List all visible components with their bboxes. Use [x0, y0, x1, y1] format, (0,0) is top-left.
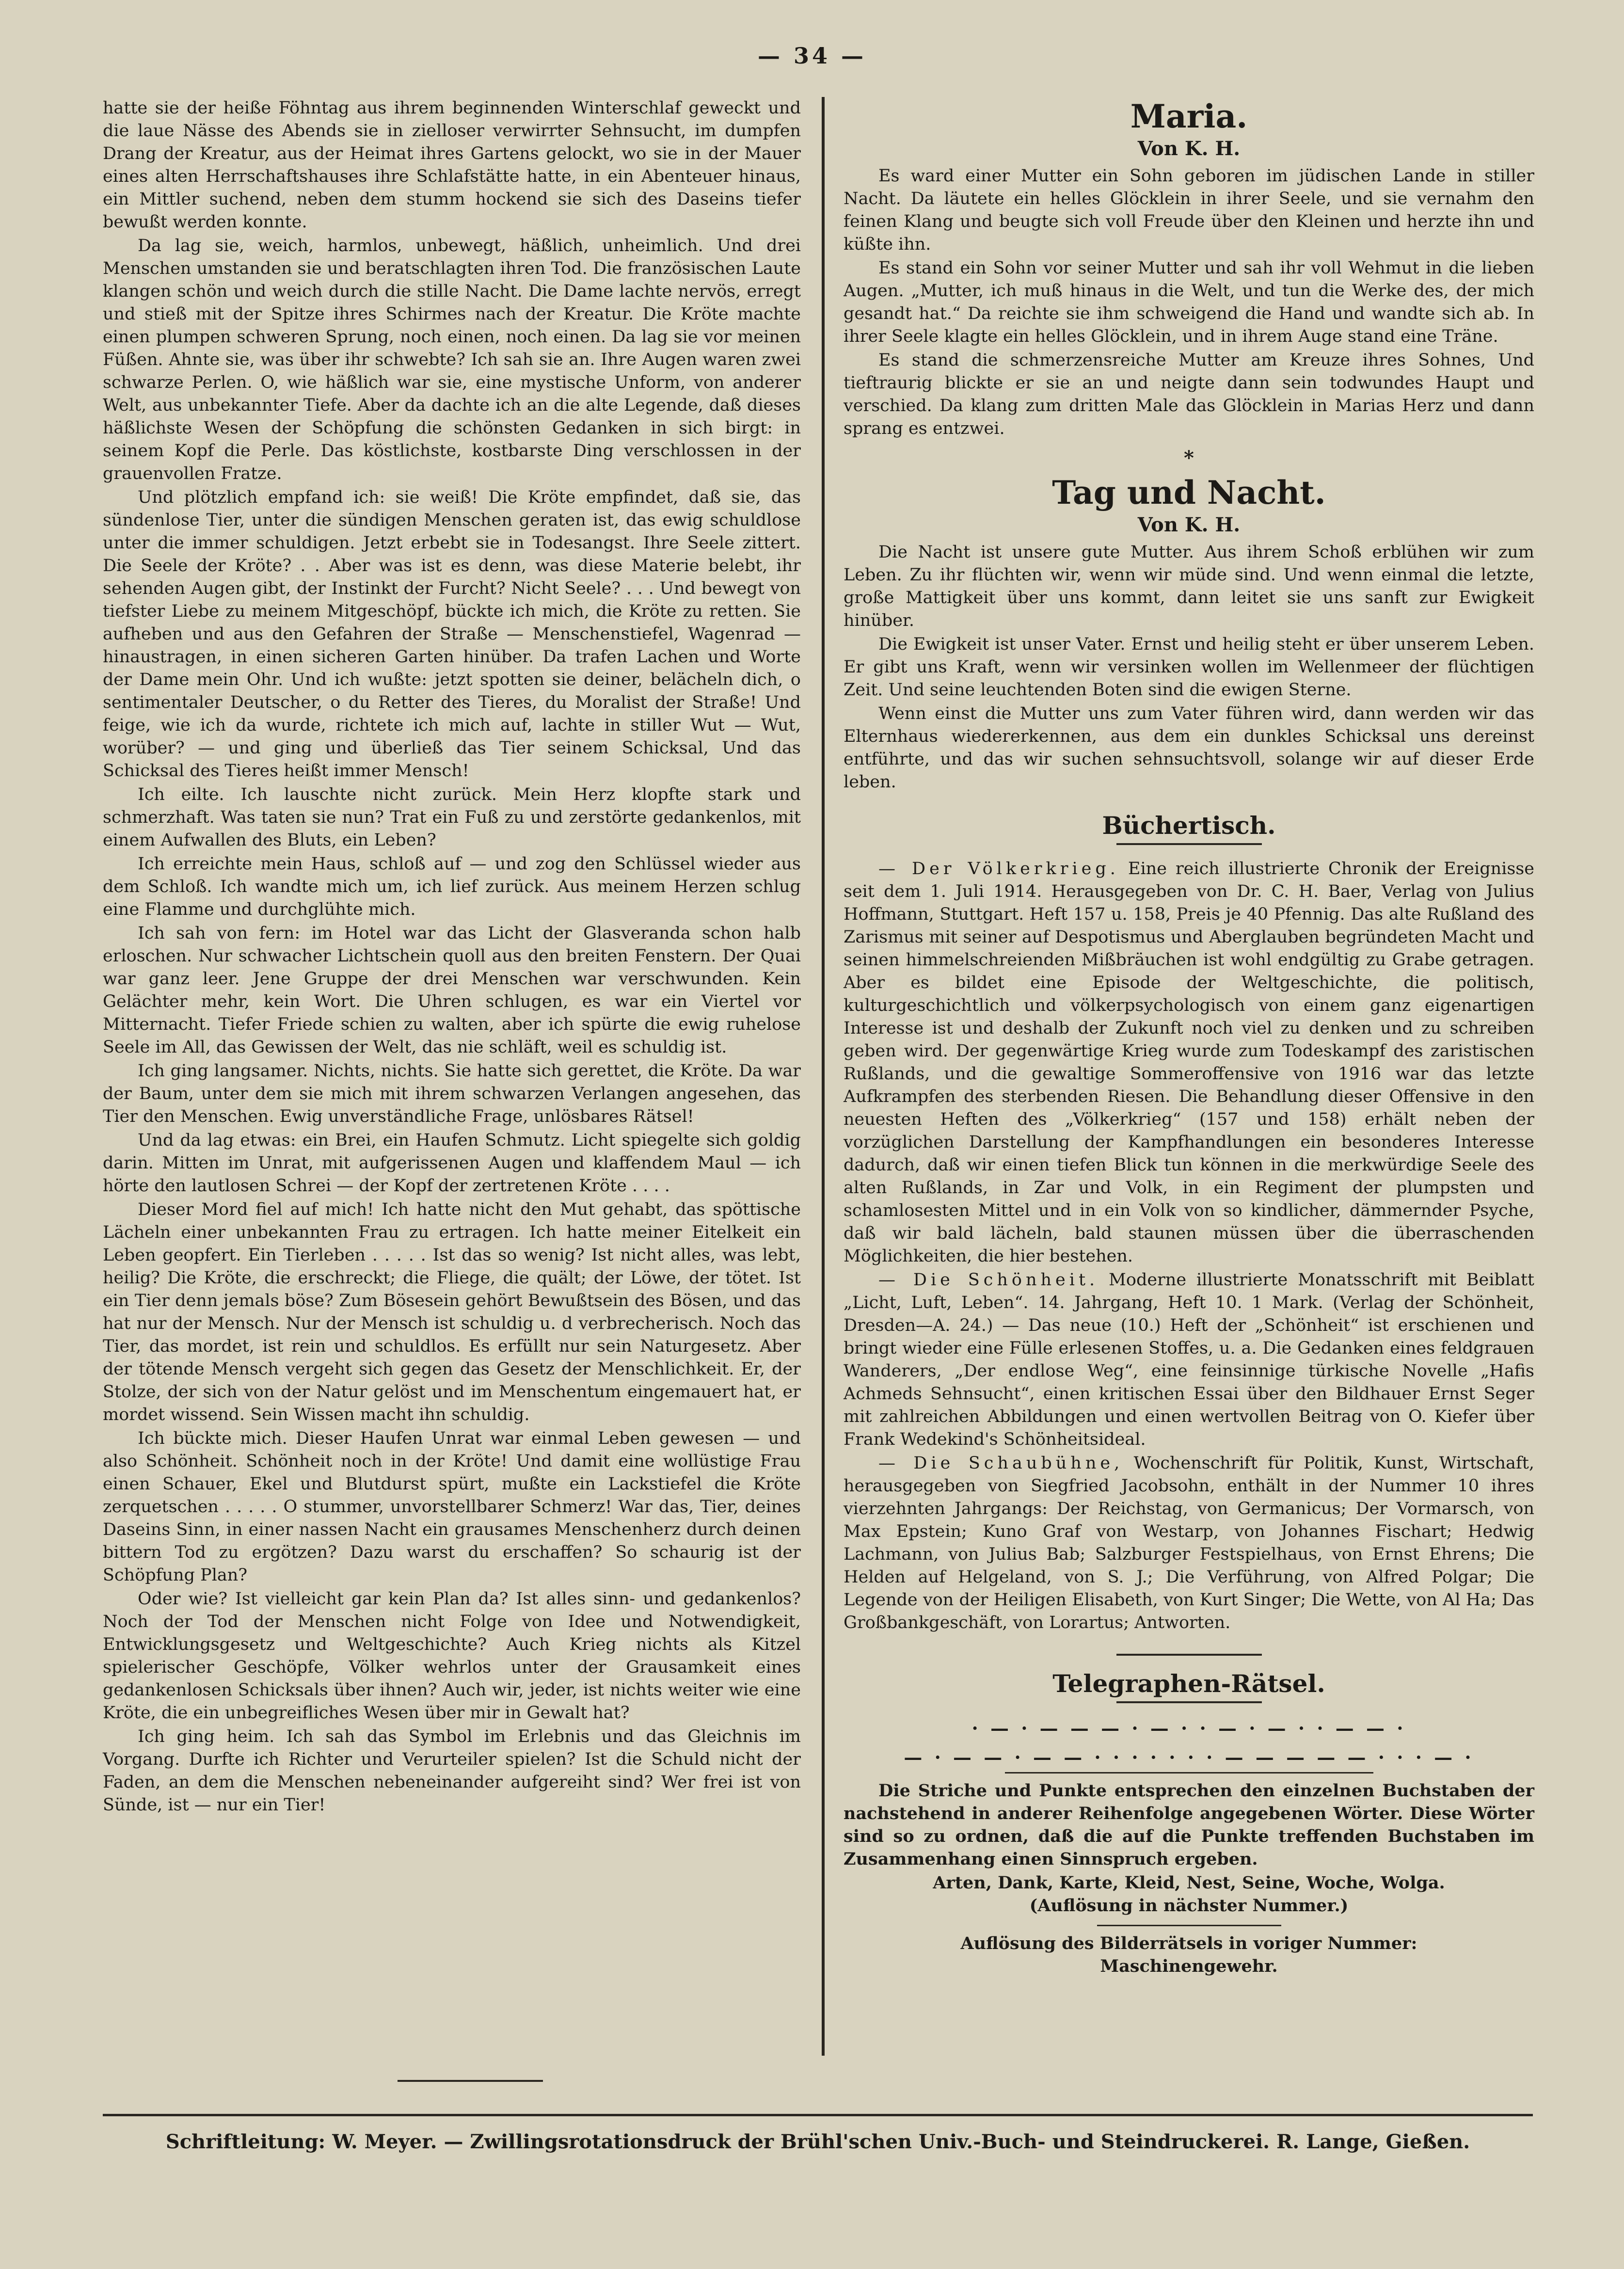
- book-entry: [844, 1452, 1534, 1634]
- book-entry-text: Eine reich illustrierte Chronik der Ereignisse seit dem 1. Juli 1914. Herausgegeben von Dr. C. H. Baer, Verlag von Julius Hoffmann, Stuttgart. Heft 157 u. 158, Preis je 40 Pfennig. Das alte Rußland des Zarismus mit seiner auf Despotismus und Aberglauben begründeten Macht und seinen himmelschreienden Mißbräuchen ist wohl endgültig zu Grabe getragen. Aber es bildet eine Episode der Weltgeschichte, die politisch, kulturgeschichtlich und völkerpsychologisch von einem ganz eigenartigen Interesse ist und deshalb der Zukunft noch viel zu denken und zu schreiben geben wird. Der gegenwärtige Krieg wurde zum Todeskampf des zaristischen Rußlands, und die gewaltige Sommeroffensive von 1916 war das letzte Aufkrampfen des sterbenden Riesen. Die Behandlung dieser Offensive in den neuesten Heften des „Völkerkrieg“ (157 und 158) erhält neben der vorzüglichen Darstellung der Kampfhandlungen ein besonderes Interesse dadurch, daß wir einen tiefen Blick tun können in die merkwürdige Seele des alten Rußlands, in Zar und Volk, in ein Regiment der plumpsten und schamlosesten Mittel und in ein Volk von so kindlicher, dämmernder Psyche, daß wir bald lächeln, bald staunen müssen über die überraschenden Möglichkeiten, die hier bestehen.: [844, 859, 1534, 1266]
- morse-line: — · — — · — — · · · · · · · — — — — — · · · — ·: [904, 1746, 1474, 1768]
- morse-line: · — · — — — · — · · — · — · · — — ·: [971, 1717, 1406, 1739]
- story-paragraph: Ich bückte mich. Dieser Haufen Unrat war einmal Leben gewesen — und also Schönheit. Schönheit noch in der Kröte! Und damit eine wollüstige Frau einen Schauer, Ekel und Blutdurst spürt, mußte ein Lackstiefel die Kröte zerquetschen . . . . . O stummer, unvorstellbarer Schmerz! War das, Tier, deines Daseins Sinn, in einer nassen Nacht ein grausames Menschenherz durch deinen bittern Tod zu ergötzen? Dazu warst du erschaffen? So schaurig ist der Schöpfung Plan?: [103, 1429, 801, 1585]
- maria-paragraph: Es ward einer Mutter ein Sohn geboren im jüdischen Lande in stiller Nacht. Da läutete ein helles Glöcklein in ihrer Seele, und sie vernahm den feinen Klang und beugte sich voll Freude über den Kleinen und herzte ihn und küßte ihn.: [844, 166, 1534, 254]
- story-paragraph: Und plötzlich empfand ich: sie weiß! Die Kröte empfindet, daß sie, das sündenlose Tier, unter die sündigen Menschen geraten ist, das ewig schuldlose unter die immer schuldigen. Jetzt erbebt sie in Todesangst. Ihre Seele zittert. Die Seele der Kröte? . . Aber was ist es denn, was diese Materie belebt, ihr sehenden Augen gibt, der Instinkt der Furcht? Nicht Seele? . . . Und bewegt von tiefster Liebe zu meinem Mitgeschöpf, bückte ich mich, die Kröte zu retten. Sie aufheben und aus den Gefahren der Straße — Menschenstiefel, Wagenrad — hinaustragen, in einen sicheren Garten hinüber. Da trafen Lachen und Worte der Dame mein Ohr. Und ich wußte: jetzt spotten sie deiner, belächeln dich, o sentimentaler Deutscher, o du Retter des Tieres, du Moralist der Straße! Und feige, wie ich da wurde, richtete ich mich auf, lachte in stiller Wut — Wut, worüber? — und ging und überließ das Tier seinem Schicksal, Und das Schicksal des Tieres heißt immer Mensch!: [103, 488, 801, 781]
- tag-und-nacht-title: Tag und Nacht.: [1052, 474, 1326, 511]
- story-paragraph: Ich sah von fern: im Hotel war das Licht der Glasveranda schon halb erloschen. Nur schwacher Lichtschein quoll aus den breiten Fenstern. Der Quai war ganz leer. Jene Gruppe der drei Menschen war verschwunden. Kein Gelächter mehr, kein Wort. Die Uhren schlugen, es war ein Viertel vor Mitternacht. Tiefer Friede schien zu walten, aber ich spürte die ewig ruhelose Seele im All, das Gewissen der Welt, das nie schläft, weil es schuldig ist.: [103, 924, 801, 1057]
- raetsel-words: Arten, Dank, Karte, Kleid, Nest, Seine, Woche, Wolga.: [933, 1873, 1445, 1893]
- book-entry-text: Wochenschrift für Politik, Kunst, Wirtschaft, herausgegeben von Siegfried Jacobsohn, enthält in der Nummer 10 ihres vierzehnten Jahrgangs: Der Reichstag, von Germanicus; Der Vormarsch, von Max Epstein; Kuno Graf von Westarp, von Johannes Fischart; Hedwig Lachmann, von Julius Bab; Salzburger Festspielhaus, von Ernst Ehrens; Die Helden auf Helgeland, von S. J.; Die Verführung, von Alfred Polgar; Die Legende von der Heiligen Elisabeth, von Kurt Singer; Die Wette, von Al Ha; Das Großbankgeschäft, von Lorartus; Antworten.: [844, 1454, 1534, 1632]
- maria-paragraph: Es stand ein Sohn vor seiner Mutter und sah ihr voll Wehmut in die lieben Augen. „Mutter, ich muß hinaus in die Welt, und tun die Werke des, der mich gesandt hat.“ Da reichte sie ihm schweigend die Hand und wandte sich ab. In ihrer Seele klagte ein helles Glöcklein, und in ihrem Auge stand eine Träne.: [844, 258, 1534, 346]
- story-paragraph: hatte sie der heiße Föhntag aus ihrem beginnenden Winterschlaf geweckt und die laue Nässe des Abends sie in zielloser verwirrter Sehnsucht, im dumpfen Drang der Kreatur, aus der Heimat ihres Gartens gelockt, wo sie in der Mauer eines alten Herrschaftshauses ihre Schlafstätte hatte, in ein Abenteuer hinaus, ein Mittler suchend, neben dem stumm hockend sie sich des Daseins tiefer bewußt werden konnte.: [103, 98, 801, 232]
- tag-und-nacht-paragraph: Wenn einst die Mutter uns zum Vater führen wird, dann werden wir das Elternhaus wiedererkennen, aus dem ein dunkles Schicksal uns dereinst entführte, und das wir suchen sehnsuchtsvoll, solange wir auf dieser Erde leben.: [844, 704, 1534, 792]
- morse-rule: [1005, 1772, 1373, 1774]
- book-entry-lead: — Der Völkerkrieg.: [878, 859, 1119, 879]
- tag-und-nacht-paragraph: Die Nacht ist unsere gute Mutter. Aus ihrem Schoß erblühen wir zum Leben. Zu ihr flüchten wir, wenn wir müde sind. Und wenn einmal die letzte, große Mattigkeit über uns kommt, dann leitet sie uns sanft zur Ewigkeit hinüber.: [844, 543, 1534, 630]
- column-divider: [822, 97, 825, 2056]
- right-column: [844, 97, 1534, 2065]
- story-paragraph: Da lag sie, weich, harmlos, unbewegt, häßlich, unheimlich. Und drei Menschen umstanden sie und beratschlagten ihren Tod. Die französischen Laute klangen schön und weich durch die stille Nacht. Die Dame lachte nervös, erregt und stieß mit der Spitze ihres Schirmes nach der Kreatur. Die Kröte machte einen plumpen schweren Sprung, noch einen, noch einen. Da lag sie vor meinen Füßen. Ahnte sie, was über ihr schwebte? Ich sah sie an. Ihre Augen waren zwei schwarze Perlen. O, wie häßlich war sie, eine mystische Unform, von anderer Welt, aus unbekannter Tiefe. Aber da dachte ich an die alte Legende, daß dieses häßlichste Wesen der Schöpfung die schönsten Gedanken in sich birgt: in seinem Kopf die Perle. Das köstlichste, kostbarste Ding verschlossen in der grauenvollen Fratze.: [103, 236, 801, 483]
- story-paragraph: Dieser Mord fiel auf mich! Ich hatte nicht den Mut gehabt, das spöttische Lächeln einer unbekannten Frau zu ertragen. Ich hatte meiner Eitelkeit ein Leben geopfert. Ein Tierleben . . . . . Ist das so wenig? Ist nicht alles, was lebt, heilig? Die Kröte, die erschreckt; die Fliege, die quält; der Löwe, der tötet. Ist ein Tier denn jemals böse? Zum Bösesein gehört Bewußtsein des Bösen, und das hat nur der Mensch. Nur der Mensch ist schuldig u. d verbrecherisch. Noch das Tier, das mordet, ist rein und schuldlos. Es erfüllt nur sein Naturgesetz. Aber der tötende Mensch vergeht sich gegen das Gesetz der Menschlichkeit. Er, der Stolze, der sich von der Natur gelöst und im Menschentum eingemauert hat, er mordet wissend. Sein Wissen macht ihn schuldig.: [103, 1200, 801, 1424]
- raetsel-solution-note: (Auflösung in nächster Nummer.): [1029, 1896, 1349, 1916]
- morse-rule: [1097, 1925, 1281, 1926]
- heading-rule: [1116, 1701, 1262, 1703]
- story-paragraph: Ich eilte. Ich lauschte nicht zurück. Mein Herz klopfte stark und schmerzhaft. Was taten sie nun? Trat ein Fuß zu und zerstörte gedankenlos, mit einem Aufwallen des Bluts, ein Leben?: [103, 785, 801, 850]
- book-entry: [844, 858, 1534, 1268]
- raetsel-heading: Telegraphen-Rätsel.: [1052, 1669, 1325, 1698]
- story-paragraph: Ich ging langsamer. Nichts, nichts. Sie hatte sich gerettet, die Kröte. Da war der Baum, unter dem sie mich mit ihrem schwarzen Verlangen angesehen, das Tier den Menschen. Ewig unverständliche Frage, unlösbares Rätsel!: [103, 1061, 801, 1126]
- story-paragraph: Ich ging heim. Ich sah das Symbol im Erlebnis und das Gleichnis im Vorgang. Durfte ich Richter und Verurteiler spielen? Ist die Schuld nicht der Faden, an dem die Menschen nebeneinander aufgereiht sind? Wer frei ist von Sünde, ist — nur ein Tier!: [103, 1727, 801, 1815]
- book-entry-lead: — Die Schaubühne,: [878, 1454, 1124, 1473]
- heading-rule: [1116, 843, 1262, 845]
- section-separator: *: [1184, 447, 1194, 469]
- story-paragraph: Und da lag etwas: ein Brei, ein Haufen Schmutz. Licht spiegelte sich goldig darin. Mitten im Unrat, mit aufgerissenen Augen und klaffendem Maul — ich hörte den lautlosen Schrei — der Kopf der zertretenen Kröte . . . .: [103, 1131, 801, 1196]
- story-end-rule: [398, 2080, 543, 2082]
- story-paragraph: Ich erreichte mein Haus, schloß auf — und zog den Schlüssel wieder aus dem Schloß. Ich wandte mich um, ich lief zurück. Aus meinem Herzen schlug eine Flamme und durchglühte mich.: [103, 854, 801, 919]
- maria-paragraph: Es stand die schmerzensreiche Mutter am Kreuze ihres Sohnes, Und tieftraurig blickte er sie an und neigte dann sein todwundes Haupt und verschied. Da klang zum dritten Male das Glöcklein in Marias Herz und dann sprang es entzwei.: [844, 351, 1534, 438]
- story-paragraph: Oder wie? Ist vielleicht gar kein Plan da? Ist alles sinn- und gedankenlos? Noch der Tod der Menschen nicht Folge von Idee und Notwendigkeit, Entwicklungsgesetz und Weltgeschichte? Auch Krieg nichts als Kitzel spielerischer Geschöpfe, Völker wehrlos unter der Grausamkeit eines gedankenlosen Schicksals über ihnen? Auch wir, jeder, ist nichts weiter wie eine Kröte, die ein unbegreifliches Wesen über mir in Gewalt hat?: [103, 1589, 801, 1723]
- imprint-footer: Schriftleitung: W. Meyer. — Zwillingsrotationsdruck der Brühl'schen Univ.-Buch- und Steindruckerei. R. Lange, Gießen.: [165, 2130, 1470, 2153]
- heading-rule: [1116, 1654, 1262, 1656]
- maria-byline: Von K. H.: [1137, 137, 1241, 160]
- tag-und-nacht-paragraph: Die Ewigkeit ist unser Vater. Ernst und heilig steht er über unserem Leben. Er gibt uns Kraft, wenn wir versinken wollen im Wellenmeer der flüchtigen Zeit. Und seine leuchtenden Boten sind die ewigen Sterne.: [844, 635, 1534, 700]
- buechertisch-heading: Büchertisch.: [1102, 811, 1276, 840]
- raetsel-instructions: Die Striche und Punkte entsprechen den einzelnen Buchstaben der nachstehend in anderer Reihenfolge angegebenen Wörter. Diese Wörter sind so zu ordnen, daß die auf die Punkte treffenden Buchstaben im Zusammenhang einen Sinnspruch ergeben.: [844, 1781, 1534, 1869]
- book-entry-text: Moderne illustrierte Monatsschrift mit Beiblatt „Licht, Luft, Leben“. 14. Jahrgang, Heft 10. 1 Mark. (Verlag der Schönheit, Dresden—A. 24.) — Das neue (10.) Heft der „Schönheit“ ist erschienen und bringt wieder eine Fülle erlesenen Stoffes, u. a. Die Gedanken eines feldgrauen Wanderers, „Der endlose Weg“, eine feinsinnige türkische Novelle „Hafis Achmeds Sehnsucht“, einen kritischen Essai über den Bildhauer Ernst Seger mit zahlreichen Abbildungen und einen wertvollen Beitrag von O. Kiefer über Frank Wedekind's Schönheitsideal.: [844, 1270, 1534, 1449]
- book-entry: [844, 1269, 1534, 1451]
- maria-title: Maria.: [1130, 97, 1248, 135]
- prev-solution-title: Auflösung des Bilderrätsels in voriger Nummer:: [960, 1933, 1417, 1953]
- left-column: [103, 97, 801, 2065]
- prev-solution: Maschinengewehr.: [1100, 1956, 1278, 1976]
- book-entry-lead: — Die Schönheit.: [878, 1270, 1099, 1290]
- page-number: — 34 —: [757, 43, 867, 69]
- tag-und-nacht-byline: Von K. H.: [1137, 513, 1241, 536]
- footer-rule: [103, 2114, 1533, 2116]
